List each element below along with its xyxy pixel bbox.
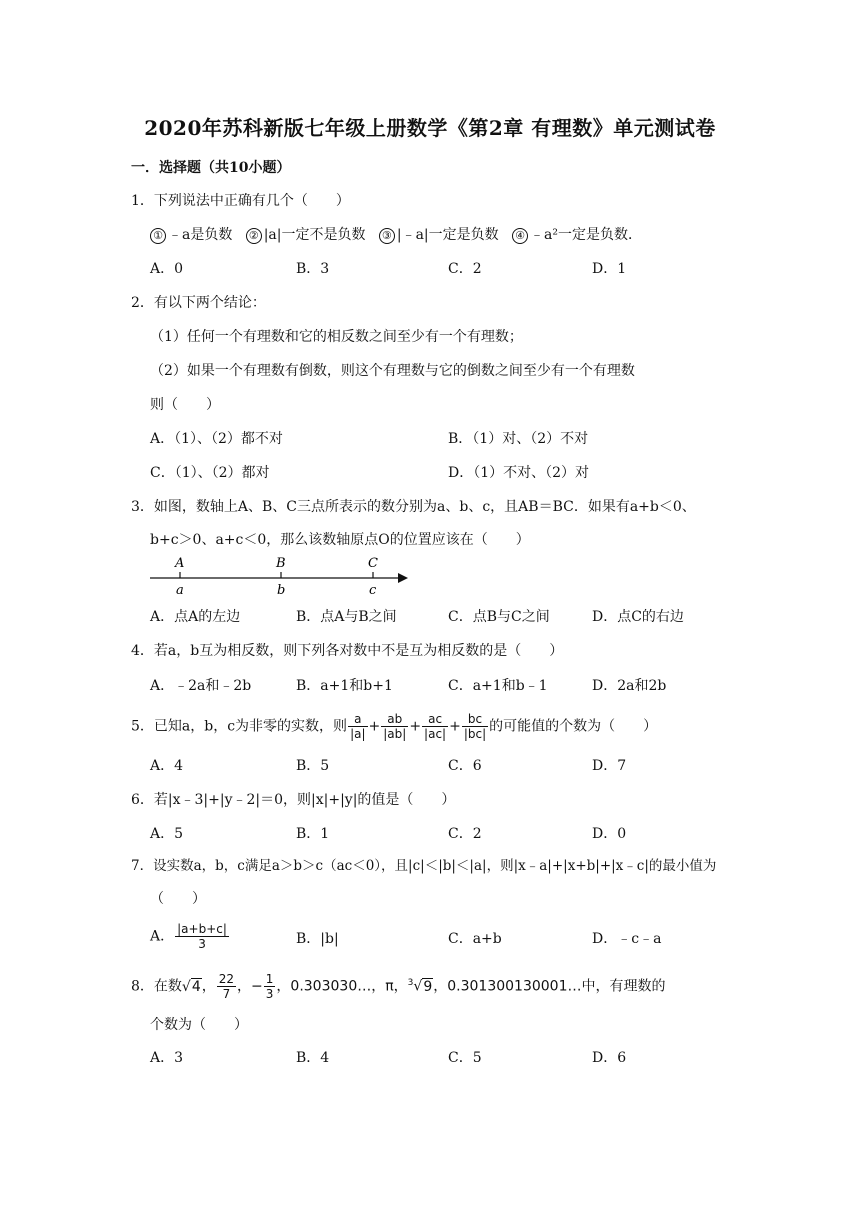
q6-option-c[interactable]: C．2 <box>448 826 482 842</box>
q2-option-c[interactable]: C．（1）、（2）都对 <box>150 465 270 481</box>
q8-repeating-decimal: 0.303030… <box>290 978 372 995</box>
q6-stem: 6．若|x﹣3|+|y﹣2|＝0，则|x|+|y|的值是（ ） <box>131 792 456 808</box>
value-label-c: c <box>369 583 377 598</box>
q8-line-2: 个数为（ ） <box>150 1017 248 1033</box>
q1-circle-3: ③ <box>379 228 395 244</box>
q1-option-a[interactable]: A．0 <box>150 261 184 277</box>
q4-option-d[interactable]: D．2a和2b <box>592 678 667 694</box>
q8-option-c[interactable]: C．5 <box>448 1050 482 1066</box>
q8-fraction-22-7: $\frac{22}{7}$ <box>218 972 235 1001</box>
q2-line-1: （1）任何一个有理数和它的相反数之间至少有一个有理数； <box>150 329 523 345</box>
q8-post: 中，有理数的 <box>581 978 666 995</box>
q2-line-3: 则（ ） <box>150 397 220 413</box>
q1-statement-3: |﹣a|一定是负数 <box>396 227 499 243</box>
q7-option-a[interactable] <box>150 922 230 951</box>
q5-plus-3: + <box>449 718 461 735</box>
q6-option-d[interactable]: D．0 <box>592 826 627 842</box>
q5-post: 的可能值的个数为（ ） <box>489 718 658 735</box>
point-label-b: B <box>276 556 286 571</box>
q5-stem <box>131 712 657 741</box>
q1-option-c[interactable]: C．2 <box>448 261 482 277</box>
q5-option-a[interactable]: A．4 <box>150 758 184 774</box>
q6-option-b[interactable]: B．1 <box>296 826 330 842</box>
q8-minus: − <box>251 978 263 995</box>
q7-option-c[interactable]: C．a+b <box>448 931 502 947</box>
q1-circle-4: ④ <box>512 228 528 244</box>
q3-option-c[interactable]: C．点B与C之间 <box>448 609 550 625</box>
q3-option-a[interactable]: A．点A的左边 <box>150 609 241 625</box>
q8-option-a[interactable]: A．3 <box>150 1050 184 1066</box>
q4-option-c[interactable]: C．a+1和b﹣1 <box>448 678 548 694</box>
q8-option-d[interactable]: D．6 <box>592 1050 627 1066</box>
q2-stem: 2．有以下两个结论： <box>131 295 266 311</box>
q8-fraction-1-3: $\frac{1}{3}$ <box>265 972 274 1001</box>
q7-option-b[interactable]: B．|b| <box>296 931 339 947</box>
q7-option-a-fraction: $\frac{|a+b+c|}{3}$ <box>177 922 227 951</box>
q7-option-d[interactable]: D．﹣c﹣a <box>592 931 662 947</box>
number-line-arrow <box>398 573 408 583</box>
section-heading: 一．选择题（共10小题） <box>131 160 291 176</box>
q5-fraction-2: $\frac{ab}{|ab|}$ <box>383 712 407 741</box>
q5-option-c[interactable]: C．6 <box>448 758 482 774</box>
q3-line-2: b+c＞0、a+c＜0，那么该数轴原点O的位置应该在（ ） <box>150 532 530 548</box>
q2-option-b[interactable]: B．（1）对、（2）不对 <box>448 431 589 447</box>
q2-line-2: （2）如果一个有理数有倒数，则这个有理数与它的倒数之间至少有一个有理数 <box>150 363 635 379</box>
q7-option-a-label: A． <box>150 928 175 945</box>
q5-option-d[interactable]: D．7 <box>592 758 627 774</box>
q1-stem: 1．下列说法中正确有几个（ ） <box>131 193 350 209</box>
q8-pre: 8．在数 <box>131 978 182 995</box>
q8-sep-6: ， <box>433 978 448 995</box>
q1-statement-1: ﹣a是负数 <box>168 227 233 243</box>
q8-stem <box>131 972 666 1001</box>
q3-option-b[interactable]: B．点A与B之间 <box>296 609 397 625</box>
q5-plus-1: + <box>368 718 381 735</box>
point-label-c: C <box>368 556 378 571</box>
q8-sep-3: ， <box>276 978 291 995</box>
q6-option-a[interactable]: A．5 <box>150 826 184 842</box>
value-label-a: a <box>176 583 184 598</box>
value-label-b: b <box>277 583 286 598</box>
q8-sep-5: ， <box>393 978 408 995</box>
q8-option-b[interactable]: B．4 <box>296 1050 330 1066</box>
q1-statements <box>150 225 642 245</box>
q1-option-d[interactable]: D．1 <box>592 261 627 277</box>
q1-statement-4: ﹣a²一定是负数． <box>530 227 642 243</box>
q5-fraction-4: $\frac{bc}{|bc|}$ <box>463 712 487 741</box>
q8-sqrt-4: √4 <box>181 978 201 995</box>
q2-option-d[interactable]: D．（1）不对、（2）对 <box>448 465 590 481</box>
q1-circle-1: ① <box>150 228 166 244</box>
q4-stem: 4．若a，b互为相反数，则下列各对数中不是互为相反数的是（ ） <box>131 643 564 659</box>
q8-sep-4: ， <box>371 978 386 995</box>
q4-option-a[interactable]: A．﹣2a和﹣2b <box>150 678 252 694</box>
point-label-a: A <box>175 556 185 571</box>
q7-line-2: （ ） <box>150 891 206 907</box>
q5-fraction-1: $\frac{a}{|a|}$ <box>350 712 366 741</box>
number-line-figure <box>146 551 416 599</box>
q3-line-1: 3．如图，数轴上A、B、C三点所表示的数分别为a、b、c，且AB＝BC．如果有a+b＜0、 <box>131 499 696 515</box>
q8-sep-2: ， <box>237 978 252 995</box>
q1-circle-2: ② <box>246 228 262 244</box>
q7-line-1: 7．设实数a，b，c满足a＞b＞c（ac＜0），且|c|＜|b|＜|a|，则|x﹣a|+|x+b|+|x﹣c|的最小值为 <box>131 858 717 874</box>
q4-option-b[interactable]: B．a+1和b+1 <box>296 678 393 694</box>
q3-option-d[interactable]: D．点C的右边 <box>592 609 684 625</box>
q5-plus-2: + <box>409 718 422 735</box>
q8-cube-root-9: $^3$√9 <box>407 977 433 995</box>
q5-pre: 5．已知a，b，c为非零的实数，则 <box>131 718 348 735</box>
q2-option-a[interactable]: A．（1）、（2）都不对 <box>150 431 283 447</box>
page-title: 2020年苏科新版七年级上册数学《第2章 有理数》单元测试卷 <box>144 116 716 140</box>
q5-fraction-3: $\frac{ac}{|ac|}$ <box>424 712 447 741</box>
q1-statement-2: |a|一定不是负数 <box>263 227 366 243</box>
q5-option-b[interactable]: B．5 <box>296 758 330 774</box>
q8-sep-1: ， <box>201 978 216 995</box>
q8-nonrepeating-decimal: 0.301300130001… <box>447 978 582 995</box>
q8-pi: π <box>385 978 394 995</box>
q1-option-b[interactable]: B．3 <box>296 261 330 277</box>
